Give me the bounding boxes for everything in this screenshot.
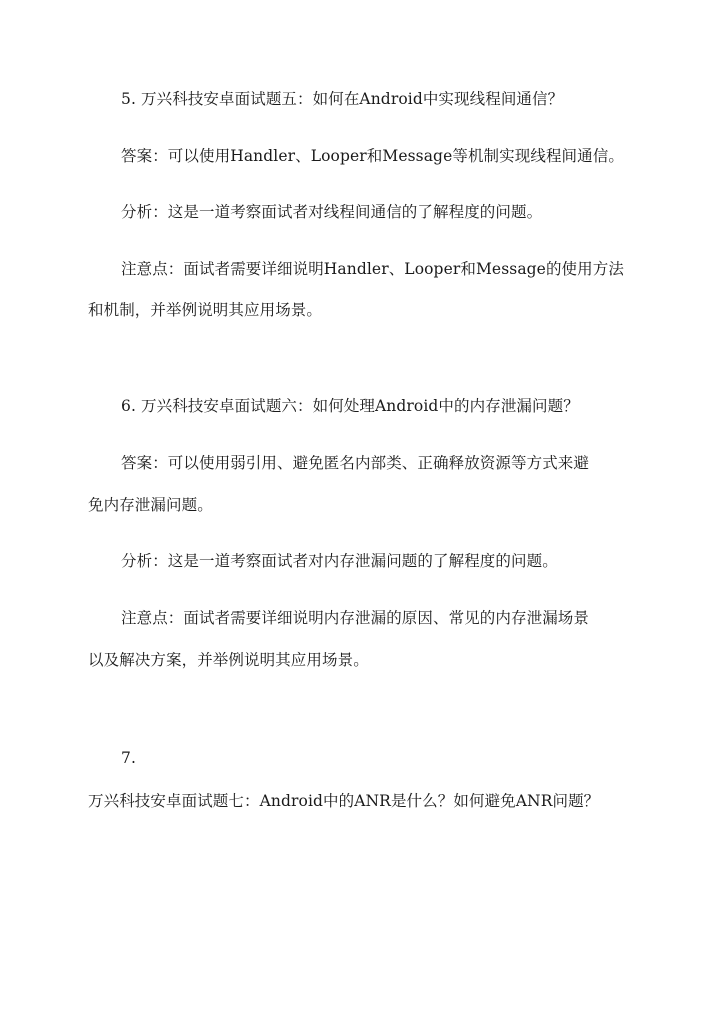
answer-5: 答案：可以使用Handler、Looper和Message等机制实现线程间通信。: [121, 147, 624, 165]
question-7: 万兴科技安卓面试题七：Android中的ANR是什么？如何避免ANR问题？: [88, 792, 600, 810]
note-6-line2: 以及解决方案，并举例说明其应用场景。: [88, 651, 369, 669]
question-6: 6. 万兴科技安卓面试题六：如何处理Android中的内存泄漏问题？: [121, 397, 579, 415]
note-5-line2: 和机制，并举例说明其应用场景。: [88, 301, 323, 319]
answer-6-line2: 免内存泄漏问题。: [88, 496, 213, 514]
question-7-number: 7.: [121, 749, 136, 767]
note-6-line1: 注意点：面试者需要详细说明内存泄漏的原因、常见的内存泄漏场景: [121, 609, 590, 627]
analysis-5: 分析：这是一道考察面试者对线程间通信的了解程度的问题。: [121, 203, 543, 221]
answer-6-line1: 答案：可以使用弱引用、避免匿名内部类、正确释放资源等方式来避: [121, 454, 590, 472]
question-5: 5. 万兴科技安卓面试题五：如何在Android中实现线程间通信？: [121, 90, 564, 108]
note-5-line1: 注意点：面试者需要详细说明Handler、Looper和Message的使用方法: [121, 260, 624, 278]
analysis-6: 分析：这是一道考察面试者对内存泄漏问题的了解程度的问题。: [121, 552, 558, 570]
